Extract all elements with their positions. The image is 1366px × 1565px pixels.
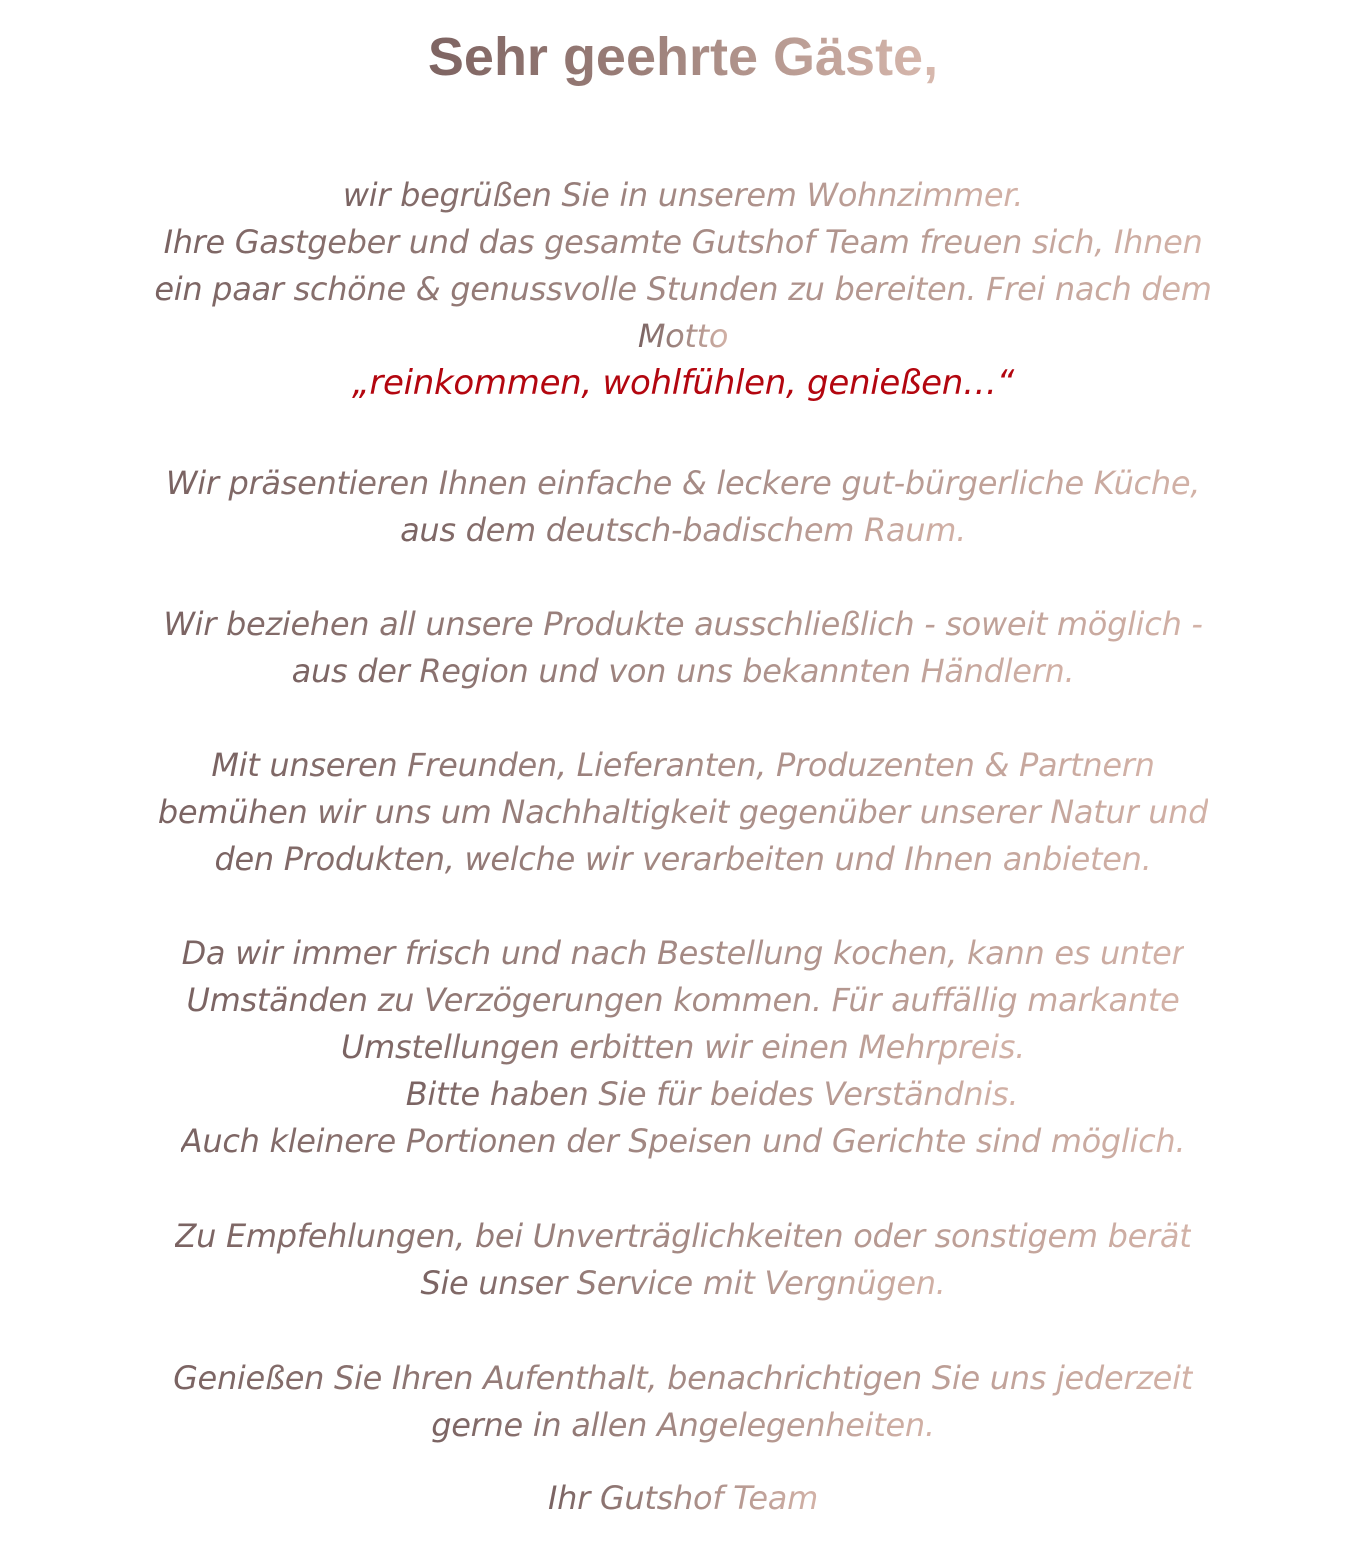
text-line: Wir präsentieren Ihnen einfache & leckere gut-bürgerliche Küche, xyxy=(166,460,1200,507)
text-line: wir begrüßen Sie in unserem Wohnzimmer. xyxy=(343,172,1023,219)
text-line: aus dem deutsch-badischem Raum. xyxy=(400,507,966,554)
text-line: Umständen zu Verzögerungen kommen. Für auffällig markante xyxy=(187,977,1180,1024)
text-line: Da wir immer frisch und nach Bestellung kochen, kann es unter xyxy=(182,930,1185,977)
text-line: ein paar schöne & genussvolle Stunden zu bereiten. Frei nach dem xyxy=(154,266,1211,313)
paragraph-cooking xyxy=(120,930,1246,1165)
paragraph-sustainability xyxy=(120,742,1246,883)
text-line: aus der Region und von uns bekannten Händlern. xyxy=(292,648,1075,695)
text-line: Ihre Gastgeber und das gesamte Gutshof Team freuen sich, Ihnen xyxy=(164,219,1203,266)
text-line: Motto xyxy=(638,313,728,360)
signature-text: Ihr Gutshof Team xyxy=(548,1475,818,1522)
text-line: Sie unser Service mit Vergnügen. xyxy=(420,1260,945,1307)
title-container xyxy=(0,22,1366,92)
text-line: den Produkten, welche wir verarbeiten und Ihnen anbieten. xyxy=(214,836,1151,883)
paragraph-enjoy xyxy=(120,1355,1246,1449)
text-line: Bitte haben Sie für beides Verständnis. xyxy=(406,1071,1018,1118)
paragraph-welcome xyxy=(120,172,1246,407)
text-line: Mit unseren Freunden, Lieferanten, Produzenten & Partnern xyxy=(211,742,1154,789)
motto-text: „reinkommen, wohlfühlen, genießen…“ xyxy=(352,363,1014,403)
text-line: Umstellungen erbitten wir einen Mehrpreis. xyxy=(341,1024,1025,1071)
text-line: Genießen Sie Ihren Aufenthalt, benachrichtigen Sie uns jederzeit xyxy=(173,1355,1193,1402)
text-line: Wir beziehen all unsere Produkte ausschließlich - soweit möglich - xyxy=(163,601,1202,648)
text-line: Auch kleinere Portionen der Speisen und Gerichte sind möglich. xyxy=(181,1118,1186,1165)
text-line: bemühen wir uns um Nachhaltigkeit gegenüber unserer Natur und xyxy=(158,789,1208,836)
text-line: Zu Empfehlungen, bei Unverträglichkeiten oder sonstigem berät xyxy=(175,1213,1192,1260)
page-title: Sehr geehrte Gäste, xyxy=(428,22,938,92)
paragraph-products xyxy=(120,601,1246,695)
paragraph-cuisine xyxy=(120,460,1246,554)
text-line: gerne in allen Angelegenheiten. xyxy=(431,1402,934,1449)
paragraph-service xyxy=(120,1213,1246,1307)
signature xyxy=(120,1475,1246,1522)
